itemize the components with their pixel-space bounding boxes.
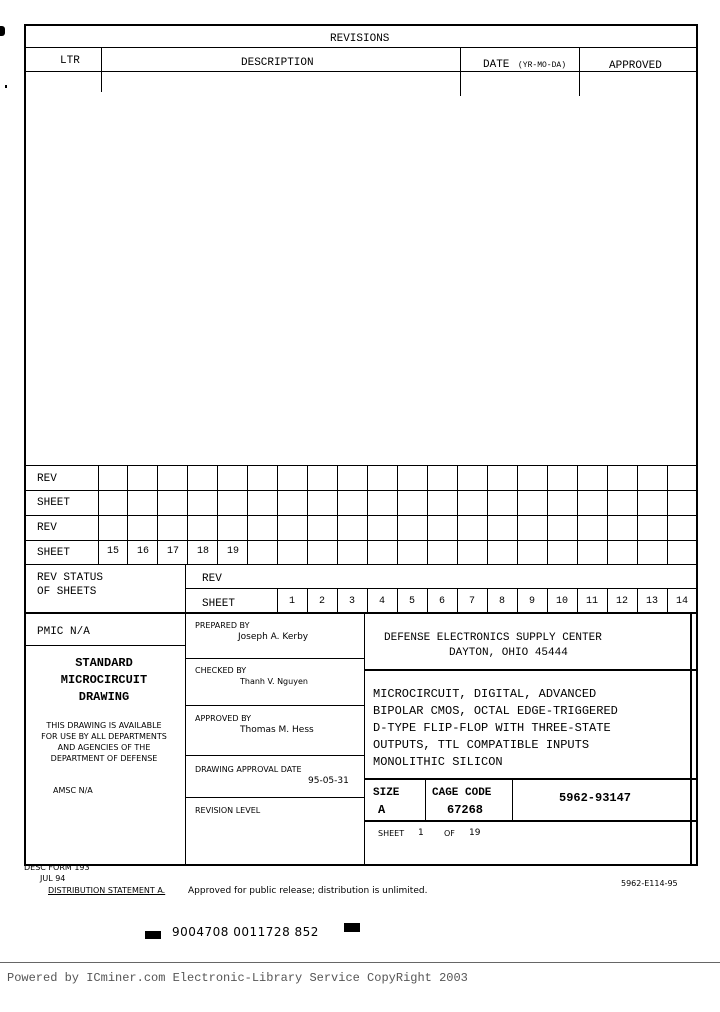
sheet-number: 15 (106, 546, 119, 557)
drawing-number: 5962-93147 (559, 791, 632, 805)
prepared-by-label: PREPARED BY (195, 621, 250, 630)
rev-status-sheet-label: SHEET (202, 598, 236, 610)
col-date: DATE (483, 59, 510, 71)
sheet-value: 1 (418, 828, 424, 838)
sheet-number: 12 (615, 596, 628, 607)
sheet-number: 1 (288, 596, 295, 607)
sheet-number: 9 (528, 596, 535, 607)
distribution-statement-label: DISTRIBUTION STATEMENT A. (48, 886, 166, 895)
agency-name: DEFENSE ELECTRONICS SUPPLY CENTER (384, 632, 602, 644)
drawing-title: MICROCIRCUIT, DIGITAL, ADVANCED (373, 687, 597, 701)
availability-note-4: DEPARTMENT OF DEFENSE (50, 754, 158, 763)
form-code: 5962-E114-95 (621, 879, 678, 888)
agency-address: DAYTON, OHIO 45444 (449, 647, 568, 659)
standard-title-3: DRAWING (78, 690, 130, 704)
barcode-number: 9004708 0011728 852 (172, 925, 319, 939)
approved-by-name: Thomas M. Hess (240, 725, 314, 735)
amsc-label: AMSC N/A (53, 786, 93, 795)
checked-by-label: CHECKED BY (195, 666, 247, 675)
barcode-mark-right (344, 923, 360, 932)
of-label: OF (444, 829, 455, 838)
availability-note-2: FOR USE BY ALL DEPARTMENTS (41, 732, 167, 741)
pmic-label: PMIC N/A (37, 626, 90, 638)
distribution-statement-text: Approved for public release; distribution is unlimited. (188, 886, 428, 896)
prepared-by-name: Joseph A. Kerby (238, 632, 309, 642)
cage-code-label: CAGE CODE (432, 787, 492, 799)
barcode-mark-left (145, 931, 161, 939)
approval-date-label: DRAWING APPROVAL DATE (195, 765, 302, 774)
sheet-number: 13 (645, 596, 658, 607)
col-approved: APPROVED (609, 60, 662, 72)
rev-status-label: REV STATUS (37, 572, 104, 584)
form-number: DESC FORM 193 (24, 863, 90, 872)
col-date-format: (YR-MO-DA) (518, 61, 567, 70)
standard-title: STANDARD (75, 656, 133, 670)
sheet-number: 16 (136, 546, 149, 557)
sheet-number: 14 (675, 596, 688, 607)
revisions-title: REVISIONS (330, 33, 390, 45)
sheet-number: 10 (555, 596, 568, 607)
cage-code-value: 67268 (447, 803, 484, 817)
sheet-number: 3 (348, 596, 355, 607)
sheet-number: 18 (196, 546, 209, 557)
sheet-number: 17 (166, 546, 179, 557)
drawing-title-4: OUTPUTS, TTL COMPATIBLE INPUTS (373, 738, 590, 752)
approved-by-label: APPROVED BY (195, 714, 252, 723)
sheet-number: 11 (585, 596, 598, 607)
of-value: 19 (469, 828, 481, 838)
form-date: JUL 94 (40, 874, 66, 883)
sheet-number: 5 (408, 596, 415, 607)
sheet-number: 19 (226, 546, 239, 557)
drawing-title-5: MONOLITHIC SILICON (373, 755, 503, 769)
grid-row-rev-2: REV (37, 522, 57, 534)
sheet-number: 4 (378, 596, 385, 607)
sheet-number: 2 (318, 596, 325, 607)
col-ltr: LTR (60, 55, 80, 67)
revision-level-label: REVISION LEVEL (195, 806, 261, 815)
scan-artifact (0, 26, 5, 36)
drawing-title-3: D-TYPE FLIP-FLOP WITH THREE-STATE (373, 721, 611, 735)
grid-row-rev-1: REV (37, 473, 57, 485)
availability-note-3: AND AGENCIES OF THE (57, 743, 151, 752)
availability-note: THIS DRAWING IS AVAILABLE (46, 721, 162, 730)
grid-row-sheet-2: SHEET (37, 547, 71, 559)
scan-artifact (5, 85, 7, 88)
rev-status-rev-label: REV (202, 573, 222, 585)
approval-date: 95-05-31 (308, 776, 349, 786)
standard-title-2: MICROCIRCUIT (60, 673, 148, 687)
size-value: A (378, 803, 386, 817)
grid-row-sheet-1: SHEET (37, 497, 71, 509)
sheet-label: SHEET (378, 829, 405, 838)
powered-by: Powered by ICminer.com Electronic-Library Service CopyRight 2003 (7, 971, 468, 985)
sheet-number: 8 (498, 596, 505, 607)
drawing-title-2: BIPOLAR CMOS, OCTAL EDGE-TRIGGERED (373, 704, 618, 718)
checked-by-name: Thanh V. Nguyen (240, 677, 308, 686)
rev-status-label-2: OF SHEETS (37, 586, 97, 598)
col-description: DESCRIPTION (241, 57, 314, 69)
sheet-number: 7 (468, 596, 475, 607)
size-label: SIZE (373, 787, 400, 799)
sheet-number: 6 (438, 596, 445, 607)
